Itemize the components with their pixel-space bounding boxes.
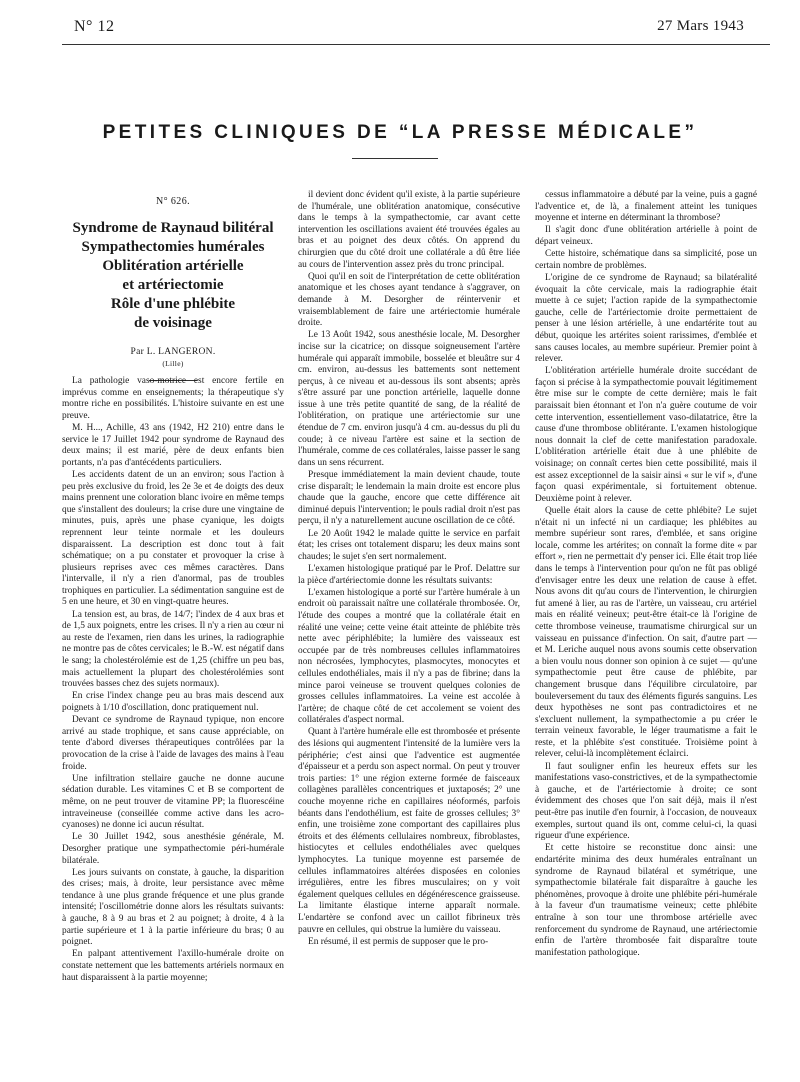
article-title-line: Sympathectomies humérales xyxy=(81,239,265,255)
body-paragraph: La tension est, au bras, de 14/7; l'index de 4 aux bras et de 1,5 aux poignets, entre les crises. Il n'y a rien au cœur ni au reste de l'examen, rien dans les urines, la radiographie ne montre pas de côtes cervicales; le B.-W. est négatif dans le sang; la cholestérolémie est de 1,25 (chiffre un peu bas, mais actuellement la plupart des cholestérolémies sont trouvées basses chez des sujets normaux). xyxy=(62,609,284,690)
body-paragraph: En résumé, il est permis de supposer que le pro- xyxy=(308,936,489,947)
body-paragraph: cessus inflammatoire a débuté par la veine, puis a gagné l'adventice et, de là, a finalement atteint les tuniques moyenne et interne en déterminant la thrombose? xyxy=(535,190,757,224)
body-paragraph: Il s'agit donc d'une oblitération artérielle à point de départ veineux. xyxy=(535,225,757,247)
section-title: PETITES CLINIQUES DE “LA PRESSE MÉDICALE” xyxy=(102,122,698,143)
article-title-line: de voisinage xyxy=(134,315,212,331)
affiliation: (Lille) xyxy=(162,359,184,368)
body-paragraph: Cette histoire, schématique dans sa simplicité, pose un certain nombre de problèmes. xyxy=(535,249,757,271)
body-paragraph: Quelle était alors la cause de cette phlébite? Le sujet n'était ni un infecté ni un cardiaque; les phlébites au membre supérieur sont rares, d'emblée, et sans origine locale, comme les artérites; on connaît la forme dite « par effort », rien ne permettait d'y penser ici. Elle était trop liée dans le temps à l'intervention pour qu'on ne fût pas obligé d'envisager entre les deux une relation de cause à effet. Nous avons dit qu'au cours de l'intervention, le chirurgien fut amené à lier, au ras de l'artère, un vaisseau, cru artériel mais en réalité veineux; peut-être était-ce là l'origine de cette thrombose veineuse, traumatisme chirurgical sur un vaisseau en puissance d'infection. On sait, d'autre part — et M. Leriche auquel nous avons soumis cette observation a bien voulu nous donner son opinion à ce sujet — qu'une sympathectomie peut être cause de phlébite, par changement brusque dans l'équilibre circulatoire, par bouleversement du taux des éléments figurés sanguins. Les deux hypothèses ne sont pas contradictoires et ne s'excluent nullement, la sympathectomie a pu créer le terrain veineux favorable, le léger traumatisme a fait le reste, et la phlébite s'est constituée. Troisième point à relever, celui-là incomplètement éclairci. xyxy=(535,506,758,760)
column-3 xyxy=(535,190,757,960)
body-paragraph: Le 20 Août 1942 le malade quitte le service en parfait état; les crises ont totalement disparu; les deux mains sont chaudes; le sujet s'en sert normalement. xyxy=(298,528,520,562)
body-paragraph: M. H..., Achille, 43 ans (1942, H2 210) entre dans le service le 17 Juillet 1942 pour syndrome de Raynaud des deux mains; il est marié, père de deux enfants bien portants, n'a pas d'antécédents particuliers. xyxy=(62,422,284,468)
body-paragraph: Les accidents datent de un an environ; sous l'action à peu près exclusive du froid, les 2e 3e et 4e doigts des deux mains prennent une coloration blanc ivoire en même temps que s'installent des douleurs; la crise dure une vingtaine de minutes, puis, après une phase cyanique, les doigts reprennent leur teinte normale et les douleurs disparaissent. La description est donc tout à fait schématique; on a pu constater et provoquer la crise à plusieurs reprises avec ces mêmes caractères. Dans l'intervalle, il n'y a rien d'anormal, pas de troubles trophiques en particulier. La sédimentation sanguine est de 5 en une heure, et 30 en vingt-quatre heures. xyxy=(62,469,284,608)
body-paragraph: Quoi qu'il en soit de l'interprétation de cette oblitération anatomique et les choses ayant tendance à s'aggraver, on demande à M. Desorgher de réintervenir et vraisemblablement de faire une artériectomie humérale droite. xyxy=(298,271,520,329)
article-number: N° 626. xyxy=(155,196,191,207)
header-rule xyxy=(62,44,770,45)
body-paragraph: Devant ce syndrome de Raynaud typique, non encore arrivé au stade trophique, et sans cause appréciable, on tente d'abord diverses thérapeutiques contrôlées par la provocation de la crise à l'aide de lavages des mains à l'eau froide. xyxy=(62,715,284,772)
body-paragraph: Les jours suivants on constate, à gauche, la disparition des crises; mais, à droite, leur persistance avec même tendance à une plus grande fréquence et une plus grande intensité; l'oscillométrie donne alors les résultats suivants: à gauche, 8 à 9 au bras et 2 au poignet; à droite, 4 à la partie supérieure et 1 à la partie inférieure du bras; 0 au poignet. xyxy=(62,867,284,948)
article-heading xyxy=(62,196,284,381)
body-paragraph: il devient donc évident qu'il existe, à la partie supérieure de l'humérale, une oblitération anatomique, consécutive dans le temps à la sympathectomie, car avant cette intervention les oscillations avaient été trouvées égales au bras et au poignet des deux côtés. On apprend du chirurgien que du côté droit une collatérale a dû être liée au cours de l'intervention assez près du tronc principal. xyxy=(298,190,520,270)
author: Par L. LANGERON. xyxy=(130,347,216,357)
article-title-line: Rôle d'une phlébite xyxy=(110,296,236,312)
body-paragraph: Quant à l'artère humérale elle est thrombosée et présente des lésions qui augmentent l'intensité de la lumière vers la périphérie; c'est ainsi que l'adventice est augmentée d'épaisseur et a perdu son aspect normal. On peut y trouver trois parties: 1° une région externe formée de faisceaux collagènes parallèles concentriques et juxtaposés; 2° une couche moyenne riche en capillaires néoformés, parfois béants dans l'endothélium, est faite de grosses cellules; 3° enfin, une troisième zone comportant des capillaires plus étroits et des éléments cellulaires nombreux, fibroblastes, histiocytes et cellules endothéliales avec quelques lymphocytes. La tunique moyenne est parsemée de cellules inflammatoires altérées disposées en colonies irrégulières, entre les fibres musculaires; on y voit également quelques cellules en dégénérescence graisseuse. La limitante élastique interne apparaît normale. L'endartère se confond avec un caillot fibrineux très pauvre en cellules, qui obstrue la lumière du vaisseau. xyxy=(298,727,521,935)
body-paragraph: L'examen histologique pratiqué par le Prof. Delattre sur la pièce d'artériectomie donne les résultats suivants: xyxy=(298,563,520,586)
body-paragraph: Il faut souligner enfin les heureux effets sur les manifestations vaso-constrictives, et de la sympathectomie à gauche, et de l'artériectomie à droite; ce sont évidemment des choses que l'on sait déjà, mais il n'est peut-être pas inutile d'en fournir, à l'occasion, de nouveaux exemples, surtout quand ils ont, comme celui-ci, la quasi rigueur d'une expérience. xyxy=(535,761,757,842)
body-paragraph: La pathologie vaso-motrice est encore fertile en imprévus comme en enseignements; la thérapeutique s'y montre riche en possibilités. L'histoire suivante en est une preuve. xyxy=(62,376,284,421)
issue-date: 27 Mars 1943 xyxy=(657,18,744,34)
issue-number: N° 12 xyxy=(74,18,115,35)
column-1 xyxy=(62,376,284,985)
body-paragraph: En palpant attentivement l'axillo-humérale droite on constate nettement que les battements artériels normaux en haut disparaissent à la partie moyenne; xyxy=(62,949,284,983)
body-paragraph: Le 13 Août 1942, sous anesthésie locale, M. Desorgher incise sur la cicatrice; on dissque soigneusement l'artère humérale qui apparaît immobile, bosselée et bleuâtre sur 4 cm. environ, au-dessus les battements sont nettement perçus, à ce niveau et au-dessous ils sont absents; après s'être assuré par une ponction artérielle, laquelle donne issue à une très petite quantité de sang, de la réalité de l'oblitération, on pratique une artériectomie sur une étendue de 7 cm. environ jusqu'à 4 cm. au-dessus du pli du coude; à ce niveau l'artère est saine et la section de l'humérale, comme de ces collatérales, laisse passer le sang dans un sens récurrent. xyxy=(298,330,520,468)
body-paragraph: Presque immédiatement la main devient chaude, toute crise disparaît; le lendemain la main droite est encore plus chaude que la gauche, encore que cette différence ait diminué depuis l'intervention; le pouls radial droit n'est pas perçu, il n'y a naturellement aucune oscillation de ce côté. xyxy=(298,470,520,527)
body-paragraph: L'origine de ce syndrome de Raynaud; sa bilatéralité évoquait la côte cervicale, mais la radiographie était muette à ce sujet; l'action rapide de la sympathectomie gauche, celle de l'artériectomie droite permettaient de penser à une lésion artérielle, à une endartérite tout au début, quoique les artérites soient rarissimes, d'emblée et sans causes locales, au membre supérieur. Premier point à relever. xyxy=(535,272,757,365)
article-title-line: Oblitération artérielle xyxy=(102,258,244,274)
body-paragraph: En crise l'index change peu au bras mais descend aux poignets à 1/10 d'oscillation, donc pratiquement nul. xyxy=(62,691,284,713)
body-paragraph: Et cette histoire se reconstitue donc ainsi: une endartérite minima des deux humérales entraînant un syndrome de Raynaud bilatéral et symétrique, une sympathectomie bilatérale fait disparaître à gauche les phénomènes, provoque à droite une phlébite péri-humérale à la faveur d'un traumatisme veineux; cette phlébite entraîne à son tour une thrombose artérielle avec renforcement du syndrome de Raynaud, une artériectomie enfin de l'artère thrombosée fait disparaître toute manifestation pathologique. xyxy=(535,843,757,958)
title-rule xyxy=(352,158,438,159)
page-header xyxy=(50,14,770,44)
body-paragraph: Le 30 Juillet 1942, sous anesthésie générale, M. Desorgher pratique une sympathectomie péri-humérale bilatérale. xyxy=(62,832,284,866)
article-title xyxy=(62,219,284,333)
body-paragraph: L'examen histologique a porté sur l'artère humérale à un endroit où paraissait naître une collatérale thrombosée. Or, l'étude des coupes a montré que la collatérale était en réalité une veine; cette veine était atteinte de phlébite très nette avec périphlébite; la lumière des vaisseaux est occupée par de très nombreuses cellules inflammatoires non nécrosées, lymphocytes, plasmocytes, monocytes et cellules endothéliales, mais il n'y a pas de fibrine; dans la mince paroi veineuse se trouvent quelques colonies de grosses cellules inflammatoires. La veine est accolée à l'artère; de chaque côté de cet accolement se voient des collatérales d'aspect normal. xyxy=(298,587,520,726)
byline xyxy=(62,347,284,368)
body-paragraph: Une infiltration stellaire gauche ne donne aucune sédation durable. Les vitamines C et B se comportent de même, on ne peut trouver de vitamine PP; la fluorescéine intraveineuse (conseillée comme active dans les acro-cyanoses) ne donne ici aucun résultat. xyxy=(62,773,284,831)
article-title-line: et artériectomie xyxy=(122,277,224,293)
column-2 xyxy=(298,190,520,949)
article-title-line: Syndrome de Raynaud bilitéral xyxy=(72,220,274,236)
body-paragraph: L'oblitération artérielle humérale droite succédant de façon si précise à la sympathectomie pouvait légitimement être mise sur le compte de cette dernière; mais le fait paraissait bien étonnant et l'on n'a guère coutume de voir cette intervention, essentiellement vaso-dilatatrice, être la cause d'une thrombose oblitérante. L'examen histologique nous donnait la clef de cette manifestation paradoxale. L'oblitération artérielle était due à une phlébite de voisinage; on connaît certes bien cette possibilité, mais il est assez exceptionnel de la saisir ainsi « sur le vif », d'une façon quasi expérimentale, si fortuitement obtenue. Deuxième point à relever. xyxy=(535,366,757,504)
